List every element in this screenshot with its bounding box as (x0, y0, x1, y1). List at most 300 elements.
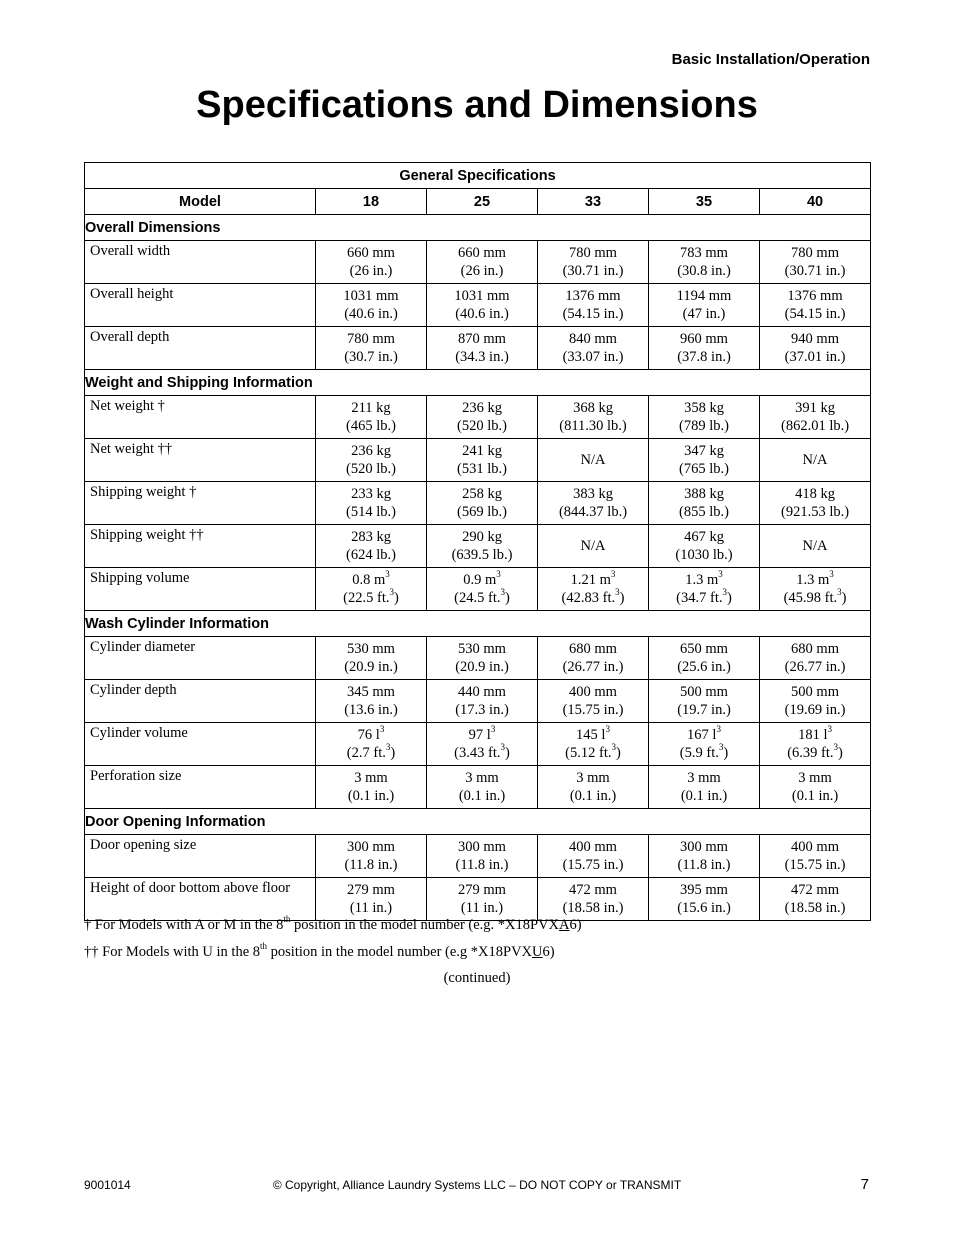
cell-value-line: 500 mm (791, 684, 839, 700)
cell-value-line: 680 mm (791, 641, 839, 657)
cell-value-line (316, 571, 426, 589)
cell-value-line: (624 lb.) (346, 547, 396, 563)
table-cell (760, 723, 871, 766)
document-number: 9001014 (84, 1178, 131, 1192)
table-cell (316, 482, 427, 525)
cell-value-line (760, 726, 870, 744)
cell-value-line: 279 mm (347, 882, 395, 898)
cell-value-line: N/A (802, 538, 828, 554)
cell-value-line: 418 kg (795, 486, 835, 502)
table-cell (427, 723, 538, 766)
table-cell (538, 835, 649, 878)
table-cell (760, 439, 871, 482)
cell-value-line: 530 mm (347, 641, 395, 657)
row-label: Door opening size (85, 835, 316, 878)
table-cell (427, 482, 538, 525)
cell-value-text: ) (615, 745, 621, 761)
table-cell (649, 637, 760, 680)
footnote-text: 6) (542, 944, 555, 960)
cell-value-line: 840 mm (569, 331, 617, 347)
cell-value-line: 500 mm (680, 684, 728, 700)
page-title: Specifications and Dimensions (196, 84, 758, 126)
cell-value-line: 3 mm (687, 770, 721, 786)
table-cell (427, 439, 538, 482)
footnote-underlined-char: U (532, 944, 543, 960)
cell-value-line: 3 mm (798, 770, 832, 786)
cell-value-text: (6.39 ft. (787, 745, 834, 761)
table-cell (760, 241, 871, 284)
cell-value-line: (921.53 lb.) (780, 504, 850, 520)
cell-value-line: (0.1 in.) (680, 788, 728, 804)
table-title: General Specifications (85, 163, 871, 189)
cell-value-line (538, 589, 648, 607)
cell-value-text: 167 l (687, 727, 717, 743)
table-cell (649, 396, 760, 439)
cell-value-line: (11 in.) (349, 900, 393, 916)
cell-value-text: (22.5 ft. (343, 590, 390, 606)
cell-value-text: ) (619, 590, 625, 606)
row-label: Overall height (85, 284, 316, 327)
cell-value-line: (520 lb.) (346, 461, 396, 477)
cell-value-line: 1031 mm (454, 288, 510, 304)
cell-value-text: 1.21 m (570, 572, 611, 588)
row-label: Shipping weight †† (85, 525, 316, 568)
cell-value-line: (15.6 in.) (677, 900, 731, 916)
cell-value-line: 345 mm (347, 684, 395, 700)
cell-value-text: ) (390, 745, 396, 761)
table-cell (760, 680, 871, 723)
table-cell (427, 878, 538, 921)
table-row (85, 284, 871, 327)
table-cell (427, 637, 538, 680)
cell-superscript: 3 (611, 742, 616, 753)
table-row (85, 766, 871, 809)
footnote-text: position in the model number (e.g. *X18PVX (290, 917, 560, 933)
table-cell (538, 396, 649, 439)
footnote-superscript: th (260, 941, 268, 952)
cell-value-line: (0.1 in.) (347, 788, 395, 804)
cell-value-line: 1376 mm (787, 288, 843, 304)
model-header-row (85, 189, 871, 215)
cell-value-line: (15.75 in.) (562, 702, 624, 718)
cell-value-text: 0.9 m (463, 572, 497, 588)
row-label: Overall depth (85, 327, 316, 370)
table-cell (649, 766, 760, 809)
table-cell (760, 396, 871, 439)
cell-value-line (760, 744, 870, 762)
table-cell (538, 637, 649, 680)
cell-value-line: (789 lb.) (679, 418, 729, 434)
row-label: Cylinder depth (85, 680, 316, 723)
cell-value-line: (30.71 in.) (784, 263, 846, 279)
table-cell (427, 525, 538, 568)
model-header-33: 33 (538, 189, 649, 215)
table-cell (427, 680, 538, 723)
section-header-row (85, 370, 871, 396)
table-cell (316, 637, 427, 680)
cell-value-text: ) (393, 590, 399, 606)
cell-value-line: 530 mm (458, 641, 506, 657)
footnote-single-dagger (84, 914, 582, 934)
row-label: Net weight † (85, 396, 316, 439)
cell-superscript: 3 (716, 724, 721, 735)
cell-value-line: 383 kg (573, 486, 613, 502)
cell-value-line: (26 in.) (460, 263, 504, 279)
cell-value-text: (3.43 ft. (454, 745, 501, 761)
table-cell (316, 525, 427, 568)
cell-value-line: (569 lb.) (457, 504, 507, 520)
table-cell (316, 680, 427, 723)
cell-value-line: 241 kg (462, 443, 502, 459)
table-cell (649, 284, 760, 327)
table-cell (649, 439, 760, 482)
cell-value-line (538, 744, 648, 762)
cell-value-line: (18.58 in.) (784, 900, 846, 916)
cell-value-line: 472 mm (791, 882, 839, 898)
cell-value-line: 1031 mm (343, 288, 399, 304)
cell-value-line: (844.37 lb.) (558, 504, 628, 520)
cell-value-line: (1030 lb.) (675, 547, 733, 563)
cell-value-line (427, 726, 537, 744)
cell-value-line (316, 589, 426, 607)
cell-value-line: 780 mm (791, 245, 839, 261)
cell-value-text: 1.3 m (685, 572, 719, 588)
cell-value-text: 97 l (468, 727, 491, 743)
table-cell (538, 723, 649, 766)
copyright-notice: © Copyright, Alliance Laundry Systems LLC – DO NOT COPY or TRANSMIT (272, 1178, 682, 1192)
cell-value-line: (11.8 in.) (677, 857, 731, 873)
cell-value-line: 680 mm (569, 641, 617, 657)
table-cell (427, 766, 538, 809)
cell-value-line: (37.01 in.) (784, 349, 846, 365)
table-cell (649, 723, 760, 766)
cell-value-line: (20.9 in.) (344, 659, 398, 675)
cell-value-line: (811.30 lb.) (559, 418, 627, 434)
cell-value-line (427, 589, 537, 607)
row-label: Net weight †† (85, 439, 316, 482)
table-cell (316, 439, 427, 482)
table-cell (760, 284, 871, 327)
cell-value-text: 1.3 m (796, 572, 830, 588)
cell-value-line (316, 726, 426, 744)
table-cell (538, 439, 649, 482)
cell-value-line: 347 kg (684, 443, 724, 459)
table-cell (316, 835, 427, 878)
table-cell (316, 766, 427, 809)
cell-value-line: (47 in.) (682, 306, 726, 322)
cell-value-line: 650 mm (680, 641, 728, 657)
table-cell (760, 637, 871, 680)
table-cell (538, 766, 649, 809)
table-row (85, 241, 871, 284)
cell-value-line: (19.69 in.) (784, 702, 846, 718)
table-cell (760, 327, 871, 370)
table-row (85, 327, 871, 370)
cell-value-line: (11 in.) (460, 900, 504, 916)
cell-value-line: N/A (802, 452, 828, 468)
cell-superscript: 3 (829, 569, 834, 580)
table-cell (649, 878, 760, 921)
table-cell (649, 327, 760, 370)
cell-value-line: 440 mm (458, 684, 506, 700)
table-row (85, 637, 871, 680)
cell-value-line: (18.58 in.) (562, 900, 624, 916)
model-header-35: 35 (649, 189, 760, 215)
cell-superscript: 3 (500, 742, 505, 753)
cell-value-line: 236 kg (462, 400, 502, 416)
model-header-18: 18 (316, 189, 427, 215)
cell-superscript: 3 (500, 587, 505, 598)
cell-value-line: (19.7 in.) (677, 702, 731, 718)
row-label: Height of door bottom above floor (85, 878, 316, 921)
cell-value-text: (5.9 ft. (679, 745, 719, 761)
cell-value-line: 300 mm (347, 839, 395, 855)
cell-value-line: (520 lb.) (457, 418, 507, 434)
table-title-row (85, 163, 871, 189)
cell-value-text: ) (504, 745, 510, 761)
cell-value-line: (30.7 in.) (344, 349, 398, 365)
table-cell (760, 568, 871, 611)
cell-superscript: 3 (496, 569, 501, 580)
cell-value-line: 395 mm (680, 882, 728, 898)
cell-value-line: 1376 mm (565, 288, 621, 304)
table-cell (649, 835, 760, 878)
cell-value-line: (15.75 in.) (562, 857, 624, 873)
cell-value-line: (25.6 in.) (677, 659, 731, 675)
table-row (85, 878, 871, 921)
cell-value-line: (514 lb.) (346, 504, 396, 520)
cell-value-line: (11.8 in.) (455, 857, 509, 873)
table-cell (538, 327, 649, 370)
row-label: Overall width (85, 241, 316, 284)
cell-value-line: 3 mm (354, 770, 388, 786)
cell-value-line: (11.8 in.) (344, 857, 398, 873)
cell-value-line: 358 kg (684, 400, 724, 416)
row-label: Shipping weight † (85, 482, 316, 525)
cell-superscript: 3 (385, 569, 390, 580)
cell-superscript: 3 (722, 587, 727, 598)
cell-value-line (649, 571, 759, 589)
section-title: Door Opening Information (85, 809, 871, 835)
table-cell (427, 396, 538, 439)
cell-value-line: (40.6 in.) (344, 306, 398, 322)
cell-value-line: 400 mm (569, 684, 617, 700)
cell-superscript: 3 (490, 724, 496, 735)
cell-value-line: 960 mm (680, 331, 728, 347)
cell-value-text: ) (504, 590, 510, 606)
cell-value-line (649, 726, 759, 744)
cell-value-line: (20.9 in.) (455, 659, 509, 675)
cell-superscript: 3 (389, 587, 394, 598)
footnote-superscript: th (283, 914, 291, 925)
cell-value-text: (24.5 ft. (454, 590, 501, 606)
cell-value-text: 0.8 m (352, 572, 386, 588)
cell-value-line (427, 744, 537, 762)
cell-value-line: 400 mm (791, 839, 839, 855)
cell-value-line: (465 lb.) (346, 418, 396, 434)
row-label: Shipping volume (85, 568, 316, 611)
footnote-double-dagger (84, 941, 555, 961)
table-row (85, 439, 871, 482)
cell-superscript: 3 (833, 742, 838, 753)
table-cell (649, 482, 760, 525)
cell-value-line: (26.77 in.) (784, 659, 846, 675)
cell-superscript: 3 (385, 742, 391, 753)
table-body (85, 215, 871, 921)
cell-value-line: (13.6 in.) (344, 702, 398, 718)
cell-value-line: (0.1 in.) (791, 788, 839, 804)
section-title: Overall Dimensions (85, 215, 871, 241)
cell-value-line: (30.71 in.) (562, 263, 624, 279)
cell-value-line: 780 mm (569, 245, 617, 261)
cell-value-line: 1194 mm (676, 288, 732, 304)
cell-value-line: 3 mm (576, 770, 610, 786)
row-label: Cylinder diameter (85, 637, 316, 680)
cell-value-line: (40.6 in.) (455, 306, 509, 322)
cell-value-line: 290 kg (462, 529, 502, 545)
table-cell (427, 835, 538, 878)
table-cell (316, 723, 427, 766)
cell-value-line (427, 571, 537, 589)
table-cell (538, 482, 649, 525)
table-row (85, 680, 871, 723)
cell-value-line: (30.8 in.) (677, 263, 731, 279)
cell-value-line: 391 kg (795, 400, 835, 416)
table-row (85, 723, 871, 766)
cell-superscript: 3 (837, 587, 842, 598)
table-row (85, 568, 871, 611)
cell-value-text: 181 l (798, 727, 828, 743)
cell-value-text: (42.83 ft. (561, 590, 616, 606)
row-label: Cylinder volume (85, 723, 316, 766)
cell-value-line: (639.5 lb.) (451, 547, 513, 563)
cell-value-line: 300 mm (458, 839, 506, 855)
footnote-text: position in the model number (e.g *X18PVX (267, 944, 533, 960)
table-cell (760, 525, 871, 568)
table-cell (760, 835, 871, 878)
table-cell (316, 241, 427, 284)
cell-value-line: (34.3 in.) (455, 349, 509, 365)
cell-value-line: 236 kg (351, 443, 391, 459)
table-row (85, 835, 871, 878)
cell-value-text: (2.7 ft. (346, 745, 386, 761)
continued-note: (continued) (443, 970, 511, 986)
cell-value-line: (33.07 in.) (562, 349, 624, 365)
table-row (85, 525, 871, 568)
cell-value-line: (37.8 in.) (677, 349, 731, 365)
cell-superscript: 3 (718, 742, 724, 753)
footnote-text: †† For Models with U in the 8 (84, 944, 261, 960)
row-label: Perforation size (85, 766, 316, 809)
table-cell (427, 241, 538, 284)
cell-value-line: 233 kg (351, 486, 391, 502)
cell-value-line: (0.1 in.) (569, 788, 617, 804)
cell-value-text: (34.7 ft. (676, 590, 723, 606)
cell-value-line: 211 kg (351, 400, 391, 416)
cell-superscript: 3 (605, 724, 610, 735)
cell-value-text: ) (723, 745, 729, 761)
table-cell (427, 284, 538, 327)
table-cell (316, 284, 427, 327)
cell-value-line: 660 mm (347, 245, 395, 261)
footnote-underlined-char: A (559, 917, 570, 933)
cell-value-line (316, 744, 426, 762)
cell-value-line: (862.01 lb.) (780, 418, 850, 434)
footnote-text: 6) (569, 917, 582, 933)
table-cell (760, 482, 871, 525)
cell-value-line: (531 lb.) (457, 461, 507, 477)
cell-value-line: (26 in.) (349, 263, 393, 279)
cell-superscript: 3 (610, 569, 616, 580)
cell-value-line: 472 mm (569, 882, 617, 898)
cell-value-line: 660 mm (458, 245, 506, 261)
running-header: Basic Installation/Operation (671, 51, 870, 68)
cell-value-line: 368 kg (573, 400, 613, 416)
cell-value-line: 3 mm (465, 770, 499, 786)
table-cell (538, 568, 649, 611)
section-header-row (85, 215, 871, 241)
model-column-header: Model (85, 189, 316, 215)
cell-value-line (649, 589, 759, 607)
cell-value-line: (54.15 in.) (562, 306, 624, 322)
cell-value-line: 283 kg (351, 529, 391, 545)
table-cell (649, 568, 760, 611)
cell-value-text: 76 l (357, 727, 380, 743)
table-cell (427, 327, 538, 370)
section-title: Weight and Shipping Information (85, 370, 871, 396)
cell-value-line: 300 mm (680, 839, 728, 855)
cell-value-line (760, 571, 870, 589)
cell-value-line: 279 mm (458, 882, 506, 898)
section-header-row (85, 809, 871, 835)
page-number: 7 (860, 1176, 869, 1193)
cell-value-line: 783 mm (680, 245, 728, 261)
cell-value-line: 467 kg (684, 529, 724, 545)
cell-value-line: 940 mm (791, 331, 839, 347)
cell-superscript: 3 (827, 724, 832, 735)
model-header-40: 40 (760, 189, 871, 215)
cell-value-line: (17.3 in.) (455, 702, 509, 718)
cell-value-text: ) (841, 590, 847, 606)
table-cell (760, 878, 871, 921)
cell-value-text: 145 l (576, 727, 606, 743)
cell-value-line (649, 744, 759, 762)
cell-value-line: 780 mm (347, 331, 395, 347)
table-cell (538, 680, 649, 723)
table-cell (538, 284, 649, 327)
table-cell (316, 878, 427, 921)
table-cell (538, 878, 649, 921)
cell-superscript: 3 (718, 569, 723, 580)
table-cell (649, 680, 760, 723)
cell-value-line: N/A (580, 538, 606, 554)
table-cell (316, 568, 427, 611)
cell-value-line: (54.15 in.) (784, 306, 846, 322)
cell-value-text: ) (726, 590, 732, 606)
cell-superscript: 3 (615, 587, 620, 598)
cell-value-line: 258 kg (462, 486, 502, 502)
cell-value-text: (45.98 ft. (783, 590, 838, 606)
general-specifications-table (84, 162, 871, 921)
table-row (85, 482, 871, 525)
cell-value-text: ) (838, 745, 843, 761)
table-cell (649, 241, 760, 284)
section-header-row (85, 611, 871, 637)
cell-value-line (760, 589, 870, 607)
table-cell (427, 568, 538, 611)
cell-value-line: (855 lb.) (679, 504, 729, 520)
cell-value-line: (26.77 in.) (562, 659, 624, 675)
